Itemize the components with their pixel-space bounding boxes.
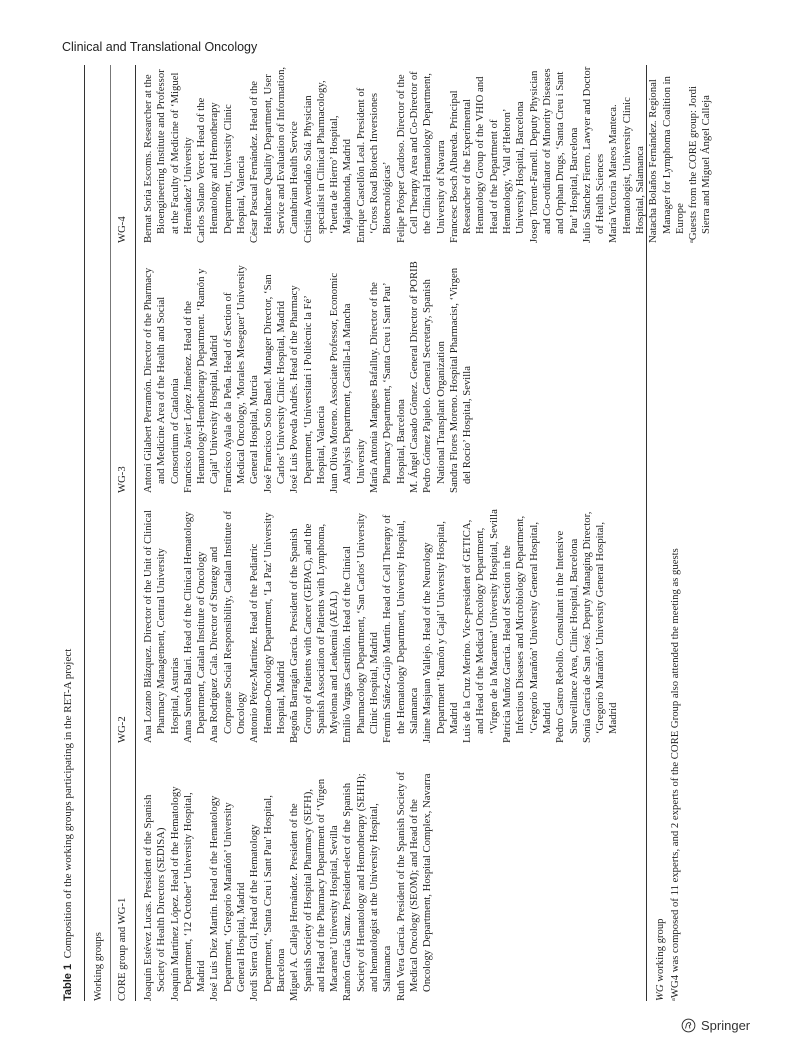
rotated-table [62, 65, 713, 1001]
column-wg2 [142, 509, 621, 743]
table-entry: José Luis Poveda Andrés. Head of the Pharmacy Department, ‘Universitari i Politècnic la Fé’ Hospital, Valencia [288, 285, 327, 493]
table-entry: Anna Sureda Balari. Head of the Clinical Hematology Department, Catalan Institute of Oncology [181, 511, 208, 743]
table-entry: María Antonia Mangues Bafalluy. Director of the Pharmacy Department, ‘Santa Creu i Sant Pau’ Hospital, Barcelona [368, 282, 407, 493]
table-caption-text: Composition of the working groups participating in the RET-A project [62, 648, 74, 959]
footnote-abbrev-text: working group [654, 918, 666, 985]
table-entry: Patricia Muñoz García. Head of Section in the Infectious Diseases and Microbiology Department, ‘Gregorio Marañón’ University General Hospital, Madrid [501, 515, 553, 743]
table-label: Table 1 [62, 963, 74, 1001]
publisher-footer [681, 1018, 750, 1033]
top-rule [84, 65, 85, 1001]
header-rule [135, 65, 136, 1001]
table-entry: Ana Lozano Blázquez. Director of the Unit of Clinical Pharmacy Management, Central University Hospital, Asturias [142, 510, 181, 743]
table-entry: Enrique Castellón Leal. President of ‘Cross Road Biotech Inversiones Biotecnológicas’ [354, 87, 394, 243]
table-entry: ᵃGuests from the CORE group: Jordi Sierra and Miguel Ángel Calleja [687, 86, 713, 243]
table-entry: Luis de la Cruz Merino. Vice-president of GETICA, and Head of the Medical Oncology Department, ‘Virgen de la Macarena’ University Hospital, Sevilla [461, 509, 500, 743]
table-entry: Joaquín Estévez Lucas. President of the Spanish Society of Health Directors (SEDISA) [142, 794, 168, 1001]
column-header-wg4: WG-4 [116, 216, 128, 243]
table-entry: Bernat Soria Escoms. Researcher at the Bioengineering Institute and Professor at the Faculty of Medicine of ‘Miguel Hernández’ University [142, 69, 194, 243]
column-header-wg3: WG-3 [116, 466, 128, 493]
table-entry: Sandra Flores Moreno. Hospital Pharmacist, ‘Virgen del Rocío’ Hospital, Sevilla [447, 267, 474, 493]
header-sub-rule [110, 65, 111, 1001]
table-entry: Begoña Barragán García. President of the Spanish Group of Patients with Cancer (GEPAC), and the Spanish Association of Patients with Lymphoma, Myeloma and Leukemia (AEAL) [288, 523, 341, 743]
table-entry: Josep Torrent-Farnell. Deputy Physician and Co-ordinator of Minority Diseases and Orphan Drugs, ‘Santa Creu i Sant Pau’ Hospital, Barcelona [527, 68, 580, 243]
table-entry: José Luis Díez Martín. Head of the Hematology Department, ‘Gregorio Marañón’ University General Hospital, Madrid [208, 795, 248, 1001]
column-core-wg1 [142, 771, 435, 1001]
table-entry: Ruth Vera García. President of the Spanish Society of Medical Oncology (SEOM); and Head of the Oncology Department, Hospital Complex, Navarra [394, 771, 434, 1001]
footnote-abbrev: WG [654, 984, 666, 1001]
table-entry: César Pascual Fernández. Head of the Healthcare Quality Department, User Service and Evaluation of Information, Cantabrian Health Service [248, 66, 301, 243]
column-wg3 [142, 259, 474, 493]
footnote-abbreviation [654, 918, 667, 1001]
table-entry: Juan Oliva Moreno. Associate Professor, Economic Analysis Department, Castilla-La Mancha University [328, 272, 367, 493]
table-entry: Antonio Pérez-Martínez. Head of the Pediatric Hemato-Oncology Department, ‘La Paz’ University Hospital, Madrid [248, 512, 287, 743]
table-entry: María Victoria Mateos Manteca. Hematologist, University Clinic Hospital, Salamanca [607, 97, 646, 243]
table-entry: Carlos Solano Vercet. Head of the Hematology and Hemotherapy Department, University Clinic Hospital, Valencia [195, 97, 248, 243]
bottom-rule [646, 65, 647, 1001]
table-entry: Joaquín Martínez López. Head of the Hematology Department, ‘12 October’ University Hospital, Madrid [168, 786, 208, 1001]
table-entry: Emilio Vargas Castrillón. Head of the Clinical Pharmacology Department, ‘San Carlos’ University Clinic Hospital, Madrid [341, 513, 381, 743]
table-entry: Pedro Castro Rebollo. Consultant in the Intensive Surveillance Area, Clinic Hospital, Barcelona [554, 530, 580, 743]
table-entry: Julio Sánchez Fierro. Lawyer and Doctor of Health Sciences [580, 66, 607, 243]
table-entry: Jordi Sierra Gil, Head of the Hematology Department, ‘Santa Creu i Sant Pau’ Hospital, Barcelona [248, 795, 287, 1001]
column-wg4 [142, 63, 714, 243]
table-entry: Ana Rodríguez Cala. Director of Strategy and Corporate Social Responsibility, Catalan Institute of Oncology [208, 510, 248, 743]
springer-horse-logo-icon [681, 1018, 696, 1033]
column-header-core-wg1: CORE group and WG-1 [116, 897, 128, 1001]
column-header-wg2: WG-2 [116, 716, 128, 743]
table-entry: José Francisco Soto Banel. Manager Director, ‘San Carlos’ University Clinic Hospital, Madrid [261, 274, 287, 493]
table-entry: Miguel A. Calleja Hernández. President of the Spanish Society of Hospital Pharmacy (SEFH), and Head of the Pharmacy Department of ‘Virgen Macarena’ University Hospital, Sevilla [288, 778, 341, 1001]
table-entry: Natacha Bolaños Fernández. Regional Manager for Lymphoma Coalition in Europe [647, 76, 686, 243]
table-entry: Francisco Javier López Jiménez. Head of the Hematology-Hemotherapy Department. ‘Ramón y Cajal’ University Hospital, Madrid [181, 268, 221, 493]
table-entry: Pedro Gómez Pajuelo. General Secretary, Spanish National Transplant Organization [421, 279, 447, 493]
table-entry: Sonia García de San José. Deputy Managing Director, ‘Gregorio Marañón’ University General Hospital, Madrid [580, 511, 620, 743]
table-entry: Cristina Avendaño Solá. Physician specialist in Clinical Pharmacology, ‘Puerta de Hierro’ Hospital, Majadahonda, Madrid [301, 80, 354, 243]
table-entry: Ramón García Sanz. President-elect of the Spanish Society of Hematology and Hemotherapy (SEHH); and hematologist at the University Hospital, Salamanca [341, 773, 394, 1001]
table-entry: Francisco Ayala de la Peña. Head of Section of Medical Oncology, ‘Morales Meseguer’ University General Hospital, Murcia [221, 265, 261, 493]
table-entry: Francesc Bosch Albareda. Principal Researcher of the Experimental Hematology Group of the VHIO and Head of the Department of Hematology, ‘Vall d’Hebron’ University Hospital, Barcelona [447, 76, 527, 243]
working-groups-header: Working groups [92, 932, 104, 1001]
table-entry: Fermín Sáñez-Guijo Martín. Head of Cell Therapy of the Hematology Department, University Hospital, Salamanca [381, 514, 420, 743]
table-entry: M. Ángel Casado Gómez. General Director of PORIB [407, 261, 420, 493]
footnote-a: ᵃWG4 was composed of 11 experts, and 2 experts of the CORE Group also attended the meeting as guests [669, 548, 681, 1001]
publisher-name: Springer [701, 1018, 751, 1033]
table-entry: Felipe Prósper Cardoso. Director of the Cell Therapy Area and Co-Director of the Clinical Hematology Department, University of Navarra [394, 71, 447, 243]
table-caption [62, 649, 75, 1001]
journal-title: Clinical and Translational Oncology [62, 40, 258, 54]
table-entry: Antoni Gilabert Perramón. Director of the Pharmacy and Medicine Area of the Health and Social Consortium of Catalonia [142, 267, 181, 493]
table-entry: Jaime Masjuan Vallejo. Head of the Neurology Department ‘Ramón y Cajal’ University Hospital, Madrid [421, 521, 460, 743]
